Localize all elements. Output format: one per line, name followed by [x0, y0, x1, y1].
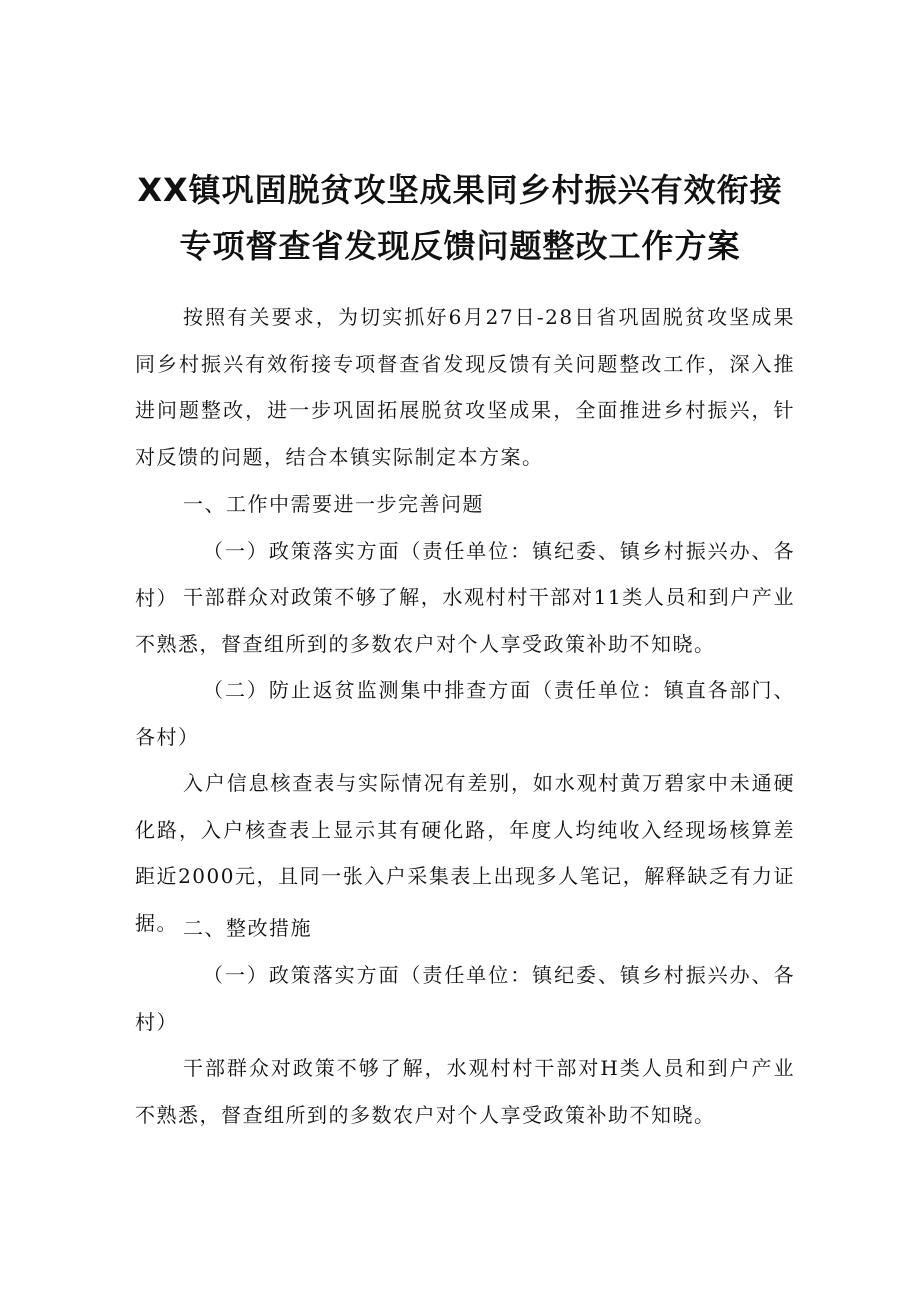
- document-title-line-1: XX镇巩固脱贫攻坚成果同乡村振兴有效衔接: [137, 171, 783, 209]
- measures-subsection-heading-policy: （一）政策落实方面（责任单位：镇纪委、镇乡村振兴办、各村）: [135, 963, 795, 1034]
- policy-problem-paragraph: 干部群众对政策不够了解，水观村村干部对11类人员和到户产业不熟悉，督查组所到的多数农户对个人享受政策补助不知晓。: [135, 585, 795, 656]
- section-heading-measures: 二、整改措施: [183, 916, 312, 940]
- section-heading-problems: 一、工作中需要进一步完善问题: [183, 492, 484, 516]
- subsection-heading-policy: （一）政策落实方面（责任单位：镇纪委、镇乡村振兴办、各村）: [135, 539, 795, 610]
- subsection-heading-monitoring: （二）防止返贫监测集中排查方面（责任单位：镇直各部门、各村）: [135, 678, 795, 749]
- intro-paragraph: 按照有关要求，为切实抓好6月27日-28日省巩固脱贫攻坚成果同乡村振兴有效衔接专项督查省发现反馈有关问题整改工作，深入推进问题整改，进一步巩固拓展脱贫攻坚成果，全面推进乡村振兴，针对反馈的问题，结合本镇实际制定本方案。: [135, 305, 795, 469]
- monitoring-problem-paragraph: 入户信息核查表与实际情况有差别，如水观村黄万碧家中未通硬化路，入户核查表上显示其有硬化路，年度人均纯收入经现场核算差距近2000元，且同一张入户采集表上出现多人笔记，解释缺乏有力证据。: [135, 771, 795, 935]
- measures-policy-paragraph: 干部群众对政策不够了解，水观村村干部对H类人员和到户产业不熟悉，督查组所到的多数农户对个人享受政策补助不知晓。: [135, 1056, 795, 1127]
- document-title-line-2: 专项督查省发现反馈问题整改工作方案: [179, 227, 741, 265]
